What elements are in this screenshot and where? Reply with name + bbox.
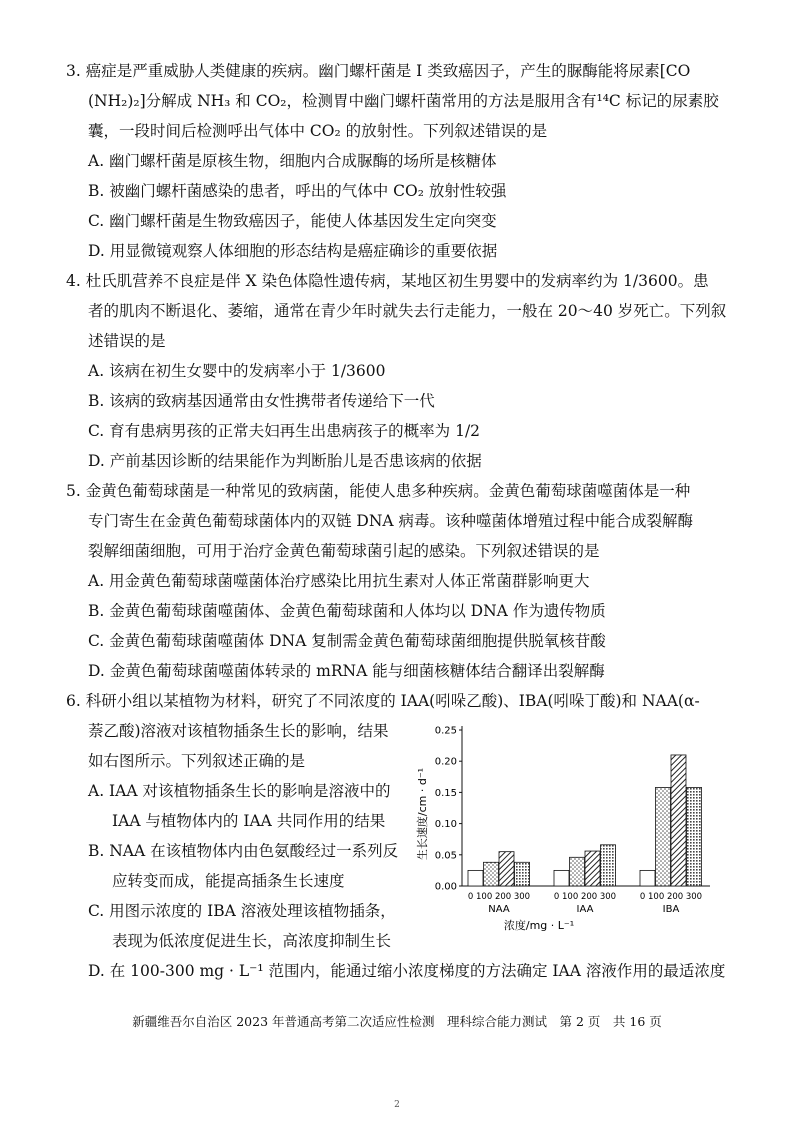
question-3-stem-line: (NH₂)₂]分解成 NH₃ 和 CO₂，检测胃中幽门螺杆菌常用的方法是服用含有¹⁴C 标记的尿素胶 — [88, 92, 719, 110]
growth-rate-bar-chart — [414, 722, 714, 934]
question-3-stem-line: 3. 癌症是严重威胁人类健康的疾病。幽门螺杆菌是 I 类致癌因子，产生的脲酶能将尿素[CO — [66, 62, 691, 80]
chart-x-labels — [468, 892, 702, 915]
group-label-naa: NAA — [488, 904, 510, 915]
y-tick-label: 0.05 — [434, 850, 457, 862]
bar-iaa-300 — [601, 845, 616, 886]
group-label-iaa: IAA — [576, 904, 594, 915]
x-axis-label: 浓度/mg · L⁻¹ — [503, 919, 575, 932]
y-tick-label: 0.10 — [434, 819, 457, 831]
question-5-option-b: B. 金黄色葡萄球菌噬菌体、金黄色葡萄球菌和人体均以 DNA 作为遗传物质 — [88, 602, 606, 620]
y-tick-label: 0.15 — [434, 787, 457, 799]
question-3-option-a: A. 幽门螺杆菌是原核生物，细胞内合成脲酶的场所是核糖体 — [88, 152, 497, 170]
question-3-option-c: C. 幽门螺杆菌是生物致癌因子，能使人体基因发生定向突变 — [88, 212, 497, 230]
question-4-stem-line: 4. 杜氏肌营养不良症是伴 X 染色体隐性遗传病，某地区初生男婴中的发病率约为 1/3600。患 — [66, 272, 709, 290]
bar-iba-200 — [671, 755, 686, 886]
bar-iba-100 — [656, 787, 671, 886]
question-6-option-a-cont: IAA 与植物体内的 IAA 共同作用的结果 — [112, 812, 386, 830]
bar-naa-200 — [499, 852, 514, 886]
question-5-stem-line: 专门寄生在金黄色葡萄球菌体内的双链 DNA 病毒。该种噬菌体增殖过程中能合成裂解酶 — [88, 512, 694, 530]
y-tick-label: 0.25 — [434, 725, 457, 737]
question-4-option-b: B. 该病的致病基因通常由女性携带者传递给下一代 — [88, 392, 435, 410]
page-footer: 新疆维吾尔自治区 2023 年普通高考第二次适应性检测 理科综合能力测试 第 2 页 共 16 页 — [132, 1014, 662, 1029]
group-label-iba: IBA — [662, 904, 680, 915]
question-6-option-c-cont: 表现为低浓度促进生长，高浓度抑制生长 — [112, 932, 392, 950]
question-5-option-a: A. 用金黄色葡萄球菌噬菌体治疗感染比用抗生素对人体正常菌群影响更大 — [88, 572, 590, 590]
question-6-option-d: D. 在 100-300 mg · L⁻¹ 范围内，能通过缩小浓度梯度的方法确定 IAA 溶液作用的最适浓度 — [88, 962, 726, 980]
question-3 — [66, 56, 726, 266]
bar-iaa-100 — [570, 857, 585, 886]
question-5-option-d: D. 金黄色葡萄球菌噬菌体转录的 mRNA 能与细菌核糖体结合翻译出裂解酶 — [88, 662, 605, 680]
question-6-stem-line: 如右图所示。下列叙述正确的是 — [88, 752, 306, 770]
question-4-option-c: C. 育有患病男孩的正常夫妇再生出患病孩子的概率为 1/2 — [88, 422, 481, 440]
question-6-option-c: C. 用图示浓度的 IBA 溶液处理该植物插条， — [88, 902, 396, 920]
concentration-tick-labels: 0 100 200 300 — [553, 892, 617, 902]
question-4-stem-line: 述错误的是 — [88, 332, 166, 350]
y-tick-label: 0.20 — [434, 756, 457, 768]
question-5-stem-line: 裂解细菌细胞，可用于治疗金黄色葡萄球菌引起的感染。下列叙述错误的是 — [88, 542, 600, 560]
question-3-option-d: D. 用显微镜观察人体细胞的形态结构是癌症确诊的重要依据 — [88, 242, 498, 260]
bar-naa-100 — [484, 862, 499, 886]
bar-iaa-0 — [554, 870, 569, 886]
bar-naa-300 — [515, 862, 530, 886]
y-axis-label: 生长速度/cm · d⁻¹ — [416, 767, 429, 861]
question-5 — [66, 476, 726, 686]
page-number: 2 — [394, 1100, 400, 1110]
bar-iba-0 — [640, 870, 655, 886]
concentration-tick-labels: 0 100 200 300 — [467, 892, 531, 902]
bar-naa-0 — [468, 870, 483, 886]
chart-bars — [468, 755, 702, 886]
bar-iaa-200 — [585, 851, 600, 886]
question-6-option-b: B. NAA 在该植物体内由色氨酸经过一系列反 — [88, 842, 399, 860]
question-4-option-d: D. 产前基因诊断的结果能作为判断胎儿是否患该病的依据 — [88, 452, 482, 470]
question-3-option-b: B. 被幽门螺杆菌感染的患者，呼出的气体中 CO₂ 放射性较强 — [88, 182, 507, 200]
question-6-stem-line: 萘乙酸)溶液对该植物插条生长的影响，结果 — [88, 722, 389, 740]
question-6-option-a: A. IAA 对该植物插条生长的影响是溶液中的 — [88, 782, 391, 800]
question-5-option-c: C. 金黄色葡萄球菌噬菌体 DNA 复制需金黄色葡萄球菌细胞提供脱氧核苷酸 — [88, 632, 606, 650]
question-5-stem-line: 5. 金黄色葡萄球菌是一种常见的致病菌，能使人患多种疾病。金黄色葡萄球菌噬菌体是一种 — [66, 482, 691, 500]
question-4-option-a: A. 该病在初生女婴中的发病率小于 1/3600 — [88, 362, 386, 380]
question-6-stem-line: 6. 科研小组以某植物为材料，研究了不同浓度的 IAA(吲哚乙酸)、IBA(吲哚丁酸)和 NAA(α- — [66, 692, 700, 710]
question-6-option-b-cont: 应转变而成，能提高插条生长速度 — [112, 872, 345, 890]
y-tick-label: 0.00 — [434, 881, 457, 893]
question-3-stem-line: 囊，一段时间后检测呼出气体中 CO₂ 的放射性。下列叙述错误的是 — [88, 122, 548, 140]
bar-iba-300 — [687, 787, 702, 886]
question-4 — [66, 266, 726, 476]
question-4-stem-line: 者的肌肉不断退化、萎缩，通常在青少年时就失去行走能力，一般在 20～40 岁死亡。下列叙 — [88, 302, 727, 320]
concentration-tick-labels: 0 100 200 300 — [639, 892, 703, 902]
